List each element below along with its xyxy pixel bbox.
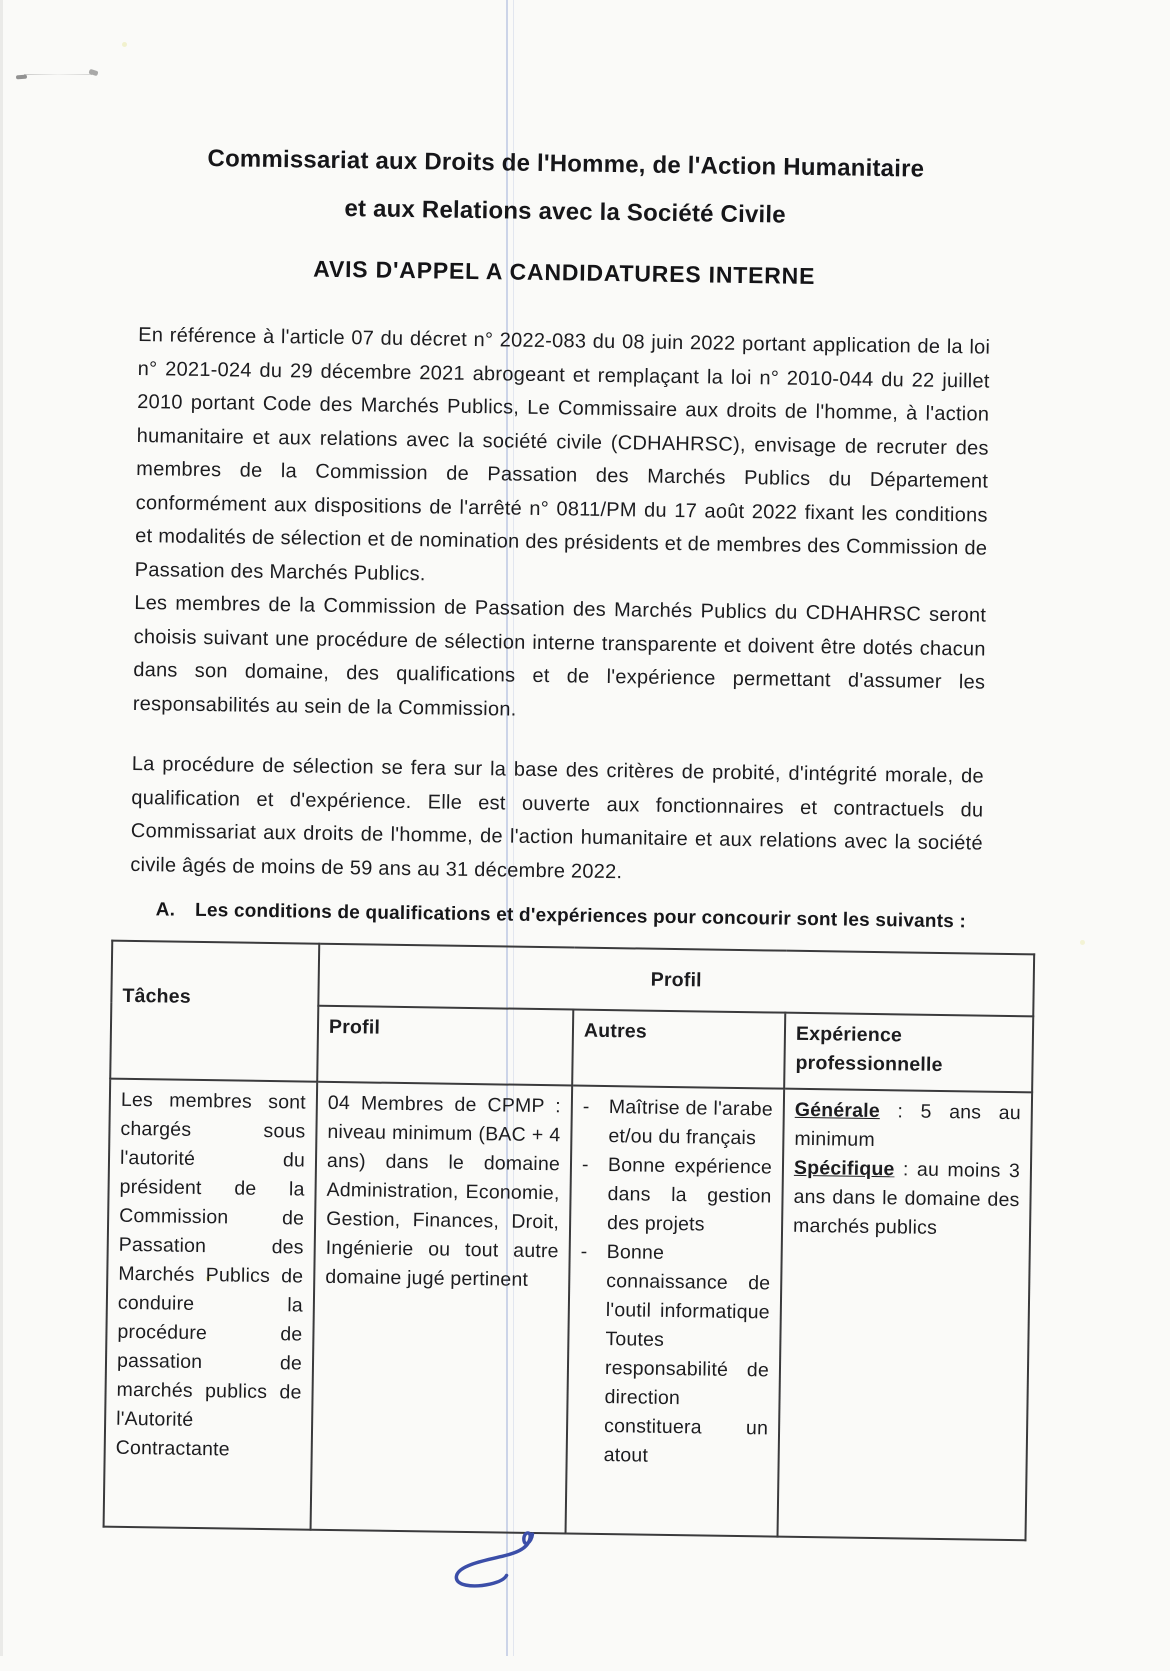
experience-generale-label: Générale bbox=[794, 1098, 881, 1123]
notice-title: AVIS D'APPEL A CANDIDATURES INTERNE bbox=[313, 255, 816, 290]
dash-bullet: - bbox=[581, 1153, 589, 1176]
header-cell-taches: Tâches bbox=[110, 941, 319, 1082]
section-a-heading bbox=[156, 899, 996, 933]
autres-item bbox=[581, 1151, 772, 1241]
paragraph-2: Les membres de la Commission de Passation des Marchés Publics du CDHAHRSC seront choisis suivant une procédure de sélection interne transparente et doivent être dotés chacun dans son domaine, des qualifications et de l'expérience permettant d'assumer les responsabilités au sein de la Commission. bbox=[132, 591, 987, 721]
header-cell-profil: Profil bbox=[317, 1006, 573, 1086]
autres-item-text: Bonne connaissance de l'outil informatique Toutes responsabilité de direction constituera un atout bbox=[603, 1241, 771, 1467]
handwritten-squiggle bbox=[448, 1522, 544, 1600]
cell-profil: 04 Membres de CPMP : niveau minimum (BAC + 4 ans) dans le domaine Administration, Economie, Gestion, Finances, Droit, Ingénierie ou tout autre domaine jugé pertinent bbox=[311, 1082, 573, 1534]
cell-experience bbox=[778, 1089, 1033, 1541]
header-cell-autres: Autres bbox=[572, 1010, 785, 1089]
table-header-row-1 bbox=[111, 941, 1034, 1017]
cell-taches: Les membres sont chargés sous l'autorité du président de la Commission de Passation des Marchés Publics de conduire la procédure de passation de marchés publics de l'Autorité Contractante bbox=[104, 1079, 318, 1530]
experience-generale bbox=[794, 1096, 1021, 1157]
header-cell-experience: Expérience professionnelle bbox=[784, 1013, 1033, 1093]
experience-specifique-label: Spécifique bbox=[793, 1156, 895, 1181]
table-body-row bbox=[104, 1079, 1033, 1541]
qualifications-table bbox=[103, 940, 1036, 1542]
paragraph-1: En référence à l'article 07 du décret n° 2022-083 du 08 juin 2022 portant application de la loi n° 2021-024 du 29 décembre 2021 abrogeant et remplaçant la loi n° 2010-044 du 22 juillet 2010 portant Code des Marchés Publics, Le Commissaire aux droits de l'homme, à l'action humanitaire et aux relations avec la société civile (CDHAHRSC), envisage de recruter des membres de la Commission de Passation des Marchés Publics du Département conformément aux dispositions de l'arrêté n° 0811/PM du 17 août 2022 fixant les conditions et modalités de sélection et de nomination des présidents et de membres des Commission de Passation des Marchés Publics. bbox=[134, 323, 991, 585]
section-a-label: A. bbox=[155, 899, 176, 921]
header-cell-profil-group: Profil bbox=[318, 944, 1034, 1017]
organization-title bbox=[139, 134, 992, 243]
autres-item-text: Maîtrise de l'arabe et/ou du français bbox=[608, 1096, 773, 1150]
autres-item bbox=[582, 1093, 773, 1154]
experience-specifique bbox=[793, 1154, 1020, 1244]
section-a-title: Les conditions de qualifications et d'expériences pour concourir sont les suivants : bbox=[194, 899, 967, 933]
cell-autres bbox=[566, 1086, 785, 1537]
dash-bullet: - bbox=[580, 1240, 588, 1263]
organization-title-line-1: Commissariat aux Droits de l'Homme, de l'Action Humanitaire bbox=[207, 145, 925, 183]
autres-item bbox=[577, 1238, 770, 1473]
body-text bbox=[130, 319, 990, 895]
dash-bullet: - bbox=[582, 1095, 590, 1118]
paragraph-3: La procédure de sélection se fera sur la base des critères de probité, d'intégrité morale, de qualification et d'expérience. Elle est ouverte aux fonctionnaires et contractuels du Commissariat aux droits de l'homme, de l'action humanitaire et aux relations avec la société civile âgés de moins de 59 ans au 31 décembre 2022. bbox=[130, 752, 984, 883]
organization-title-line-2: et aux Relations avec la Société Civile bbox=[344, 195, 786, 229]
autres-item-text: Bonne expérience dans la gestion des projets bbox=[606, 1154, 773, 1236]
experience-specifique-text: : au moins 3 ans dans le domaine des marchés publics bbox=[792, 1158, 1021, 1239]
experience-generale-text: : 5 ans au minimum bbox=[794, 1100, 1021, 1152]
